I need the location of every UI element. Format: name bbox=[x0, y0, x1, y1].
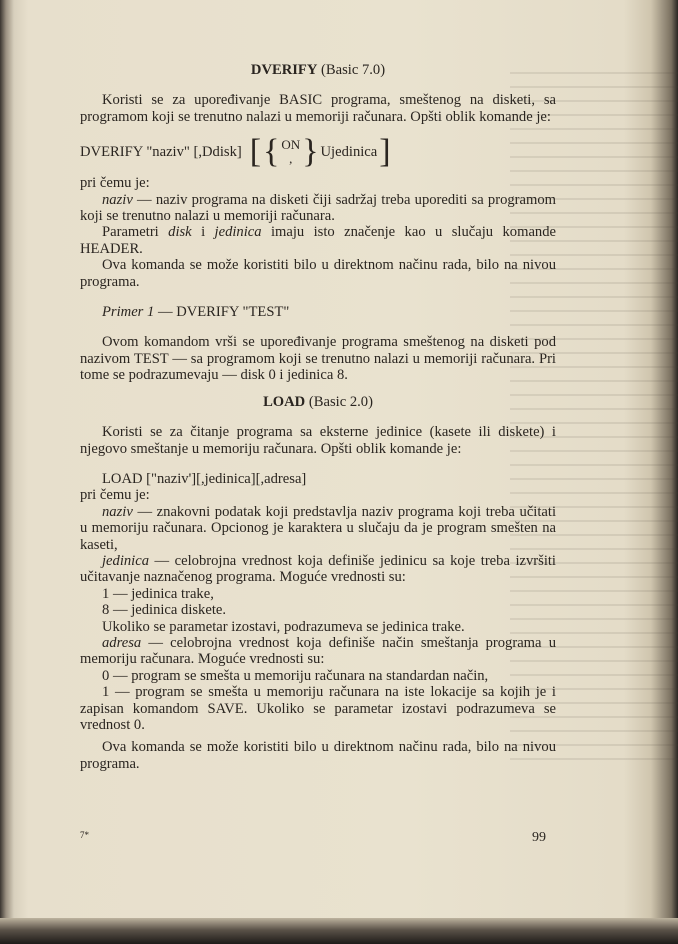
dverify-mode: Ova komanda se može koristiti bilo u direktnom načinu rada, bilo na nivou programa. bbox=[80, 257, 556, 290]
jedinica-option-1: 1 — jedinica trake, bbox=[102, 585, 214, 602]
syntax-comma: , bbox=[289, 151, 293, 167]
syntax-on: ON bbox=[281, 137, 301, 153]
load-naziv-definition bbox=[80, 504, 556, 553]
adresa-option-0: 0 — program se smešta u memoriju računara na standardan način, bbox=[102, 667, 489, 684]
term-disk: disk bbox=[168, 224, 192, 241]
load-syntax: LOAD ["naziv'][,jedinica][,adresa] bbox=[102, 470, 307, 487]
title-command: DVERIFY bbox=[250, 62, 318, 78]
term-naziv: naziv bbox=[102, 191, 133, 208]
jedinica-default: Ukoliko se parametar izostavi, podrazumeva se jedinica trake. bbox=[102, 618, 465, 635]
pri-cemu-label: pri čemu je: bbox=[80, 175, 150, 192]
syntax-left: DVERIFY "naziv" [,Ddisk] bbox=[80, 144, 242, 161]
title-version: (Basic 7.0) bbox=[321, 62, 386, 78]
load-term-naziv: naziv bbox=[102, 503, 133, 520]
naziv-desc: — naziv programa na disketi čiji sadržaj treba uporediti sa programom koji se trenutno nalazi u memoriji računara. bbox=[80, 191, 556, 225]
syntax-options bbox=[281, 138, 300, 166]
params-text-i: i bbox=[191, 224, 215, 241]
load-jedinica-desc: — celobrojna vrednost koja definiše jedinicu sa koje treba izvršiti učitavanje naznačenog programa. Moguće vrednosti su: bbox=[80, 552, 556, 586]
load-intro: Koristi se za čitanje programa sa eksterne jedinice (kasete ili diskete) i njegovo smeštanje u memoriju računara. Opšti oblik komande je: bbox=[80, 424, 556, 457]
params-text-a: Parametri bbox=[102, 224, 169, 241]
jedinica-option-2: 8 — jedinica diskete. bbox=[102, 602, 227, 619]
syntax-right: Ujedinica bbox=[320, 144, 378, 161]
page-bottom-edge bbox=[0, 918, 678, 944]
load-term-jedinica: jedinica bbox=[102, 552, 150, 569]
load-naziv-desc: — znakovni podatak koji predstavlja naziv programa koji treba učitati u memoriju računara. Opcionog je karaktera u slučaju da je program smešten na kaseti, bbox=[80, 503, 556, 553]
dverify-syntax bbox=[80, 135, 556, 169]
naziv-definition bbox=[80, 192, 556, 225]
load-pri-cemu-label: pri čemu je: bbox=[80, 487, 150, 504]
left-brace-icon: { bbox=[263, 133, 280, 171]
load-mode: Ova komanda se može koristiti bilo u direktnom načinu rada, bilo na nivou programa. bbox=[80, 739, 556, 772]
load-term-adresa: adresa bbox=[102, 634, 142, 651]
right-bracket-icon: ] bbox=[379, 133, 391, 171]
load-adresa-definition bbox=[80, 635, 556, 668]
params-paragraph bbox=[80, 224, 556, 257]
example-label: Primer 1 bbox=[102, 304, 155, 321]
load-title-command: LOAD bbox=[263, 393, 306, 410]
page-number: 99 bbox=[532, 830, 546, 845]
page-body bbox=[80, 62, 556, 772]
load-adresa-desc: — celobrojna vrednost koja definiše način smeštanja programa u memoriju računara. Moguće vrednosti su: bbox=[80, 634, 556, 668]
syntax-bracket-group bbox=[250, 135, 391, 169]
example-text: Ovom komandom vrši se upoređivanje programa smeštenog na disketi pod nazivom TEST — sa programom koji se trenutno nalazi u memoriji računara. Pri tome se podrazumevaju — disk 0 i jedinica 8. bbox=[80, 334, 556, 384]
section-title-dverify bbox=[80, 62, 556, 78]
signature-mark: 7* bbox=[80, 830, 89, 840]
page-footer bbox=[80, 830, 546, 846]
example-command: — DVERIFY "TEST" bbox=[154, 304, 290, 321]
left-bracket-icon: [ bbox=[249, 133, 262, 171]
section-title-load bbox=[80, 394, 556, 410]
term-jedinica: jedinica bbox=[214, 224, 262, 241]
load-title-version: (Basic 2.0) bbox=[308, 393, 373, 410]
params-text-b: imaju isto značenje kao u slučaju komande HEADER. bbox=[80, 224, 556, 257]
load-jedinica-definition bbox=[80, 553, 556, 586]
adresa-option-1: 1 — program se smešta u memoriju računara na iste lokacije sa kojih je i zapisan komandom SAVE. Ukoliko se parametar izostavi podrazumeva se vrednost 0. bbox=[80, 684, 556, 733]
example-heading bbox=[80, 304, 556, 320]
right-brace-icon: } bbox=[302, 133, 319, 171]
dverify-intro: Koristi se za upoređivanje BASIC programa, smeštenog na disketi, sa programom koji se trenutno nalazi u memoriji računara. Opšti oblik komande je: bbox=[80, 92, 556, 125]
